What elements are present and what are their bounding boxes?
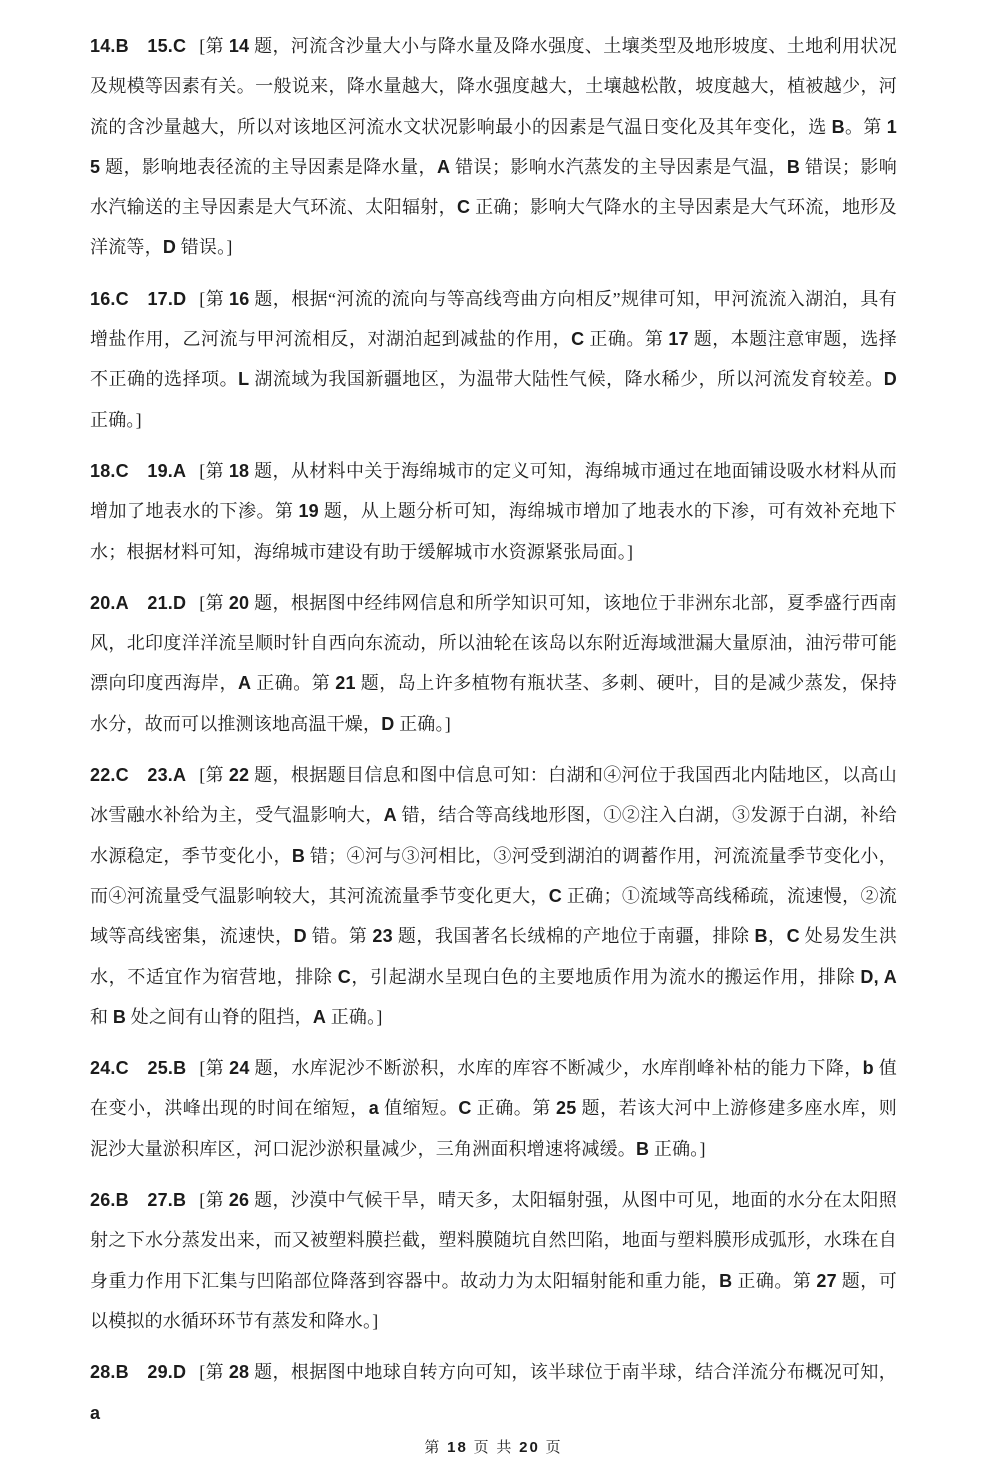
answer-codes: 18.C 19.A <box>90 460 187 481</box>
page-number-footer: 第 18 页 共 20 页 <box>424 1438 563 1456</box>
answer-explanation: [第 26 题，沙漠中气候干旱，晴天多，太阳辐射强，从图中可见，地面的水分在太阳照射之下水分蒸发出来，而又被塑料膜拦截，塑料膜随坑自然凹陷，地面与塑料膜形成弧形，水珠在自身重力作用下汇集与凹陷部位降落到容器中。故动力为太阳辐射能和重力能，B 正确。第 27 题，可以模拟的水循环环节有蒸发和降水。] <box>90 1190 897 1331</box>
answer-item-22-23 <box>90 755 897 1037</box>
answer-item-20-21 <box>90 583 897 744</box>
answer-codes: 22.C 23.A <box>90 765 187 786</box>
answer-explanation: [第 20 题，根据图中经纬网信息和所学知识可知，该地位于非洲东北部，夏季盛行西南风，北印度洋洋流呈顺时针自西向东流动，所以油轮在该岛以东附近海域泄漏大量原油，油污带可能漂向印度西海岸，A 正确。第 21 题，岛上许多植物有瓶状茎、多刺、硬叶，目的是减少蒸发，保持水分，故而可以推测该地高温干燥，D 正确。] <box>90 592 897 734</box>
answer-item-28-29 <box>90 1352 897 1433</box>
answer-explanation: [第 28 题，根据图中地球自转方向可知，该半球位于南半球，结合洋流分布概况可知，a <box>90 1362 897 1423</box>
answer-codes: 14.B 15.C <box>90 36 187 56</box>
answer-explanation: [第 18 题，从材料中关于海绵城市的定义可知，海绵城市通过在地面铺设吸水材料从而增加了地表水的下渗。第 19 题，从上题分析可知，海绵城市增加了地表水的下渗，可有效补充地下水；根据材料可知，海绵城市建设有助于缓解城市水资源紧张局面。] <box>90 460 897 562</box>
answer-item-24-25 <box>90 1048 897 1169</box>
answer-explanation: [第 14 题，河流含沙量大小与降水量及降水强度、土壤类型及地形坡度、土地利用状况及规模等因素有关。一般说来，降水量越大，降水强度越大，土壤越松散，坡度越大，植被越少，河流的含沙量越大，所以对该地区河流水文状况影响最小的因素是气温日变化及其年变化，选 B。第 15 题，影响地表径流的主导因素是降水量，A 错误；影响水汽蒸发的主导因素是气温，B 错误；影响水汽输送的主导因素是大气环流、太阳辐射，C 正确；影响大气降水的主导因素是大气环流，地形及洋流等，D 错误。] <box>90 36 897 258</box>
answer-codes: 20.A 21.D <box>90 592 187 613</box>
answer-codes: 16.C 17.D <box>90 288 187 309</box>
answer-codes: 26.B 27.B <box>90 1190 187 1211</box>
answer-explanation: [第 24 题，水库泥沙不断淤积，水库的库容不断减少，水库削峰补枯的能力下降，b 值在变小，洪峰出现的时间在缩短，a 值缩短。C 正确。第 25 题，若该大河中上游修建多座水库，则泥沙大量淤积库区，河口泥沙淤积量减少，三角洲面积增速将减缓。B 正确。] <box>90 1058 898 1159</box>
answer-codes: 28.B 29.D <box>90 1362 187 1383</box>
answer-item-14-15 <box>90 26 897 268</box>
answer-codes: 24.C 25.B <box>90 1058 187 1079</box>
answer-item-26-27 <box>90 1180 897 1341</box>
answer-item-18-19 <box>90 451 897 572</box>
answer-explanation: [第 22 题，根据题目信息和图中信息可知：白湖和④河位于我国西北内陆地区，以高山冰雪融水补给为主，受气温影响大，A 错，结合等高线地形图，①②注入白湖，③发源于白湖，补给水源稳定，季节变化小，B 错；④河与③河相比，③河受到湖泊的调蓄作用，河流流量季节变化小，而④河流量受气温影响较大，其河流流量季节变化更大，C 正确；①流域等高线稀疏，流速慢，②流域等高线密集，流速快，D 错。第 23 题，我国著名长绒棉的产地位于南疆，排除 B，C 处易发生洪水，不适宜作为宿营地，排除 C，引起湖水呈现白色的主要地质作用为流水的搬运作用，排除 D, A 和 B 处之间有山脊的阻挡，A 正确。] <box>90 765 898 1027</box>
answer-item-16-17 <box>90 279 897 440</box>
answer-explanation: [第 16 题，根据“河流的流向与等高线弯曲方向相反”规律可知，甲河流流入湖泊，具有增盐作用，乙河流与甲河流相反，对湖泊起到减盐的作用，C 正确。第 17 题，本题注意审题，选择不正确的选择项。L 湖流域为我国新疆地区，为温带大陆性气候，降水稀少，所以河流发育较差。D 正确。] <box>90 288 898 430</box>
